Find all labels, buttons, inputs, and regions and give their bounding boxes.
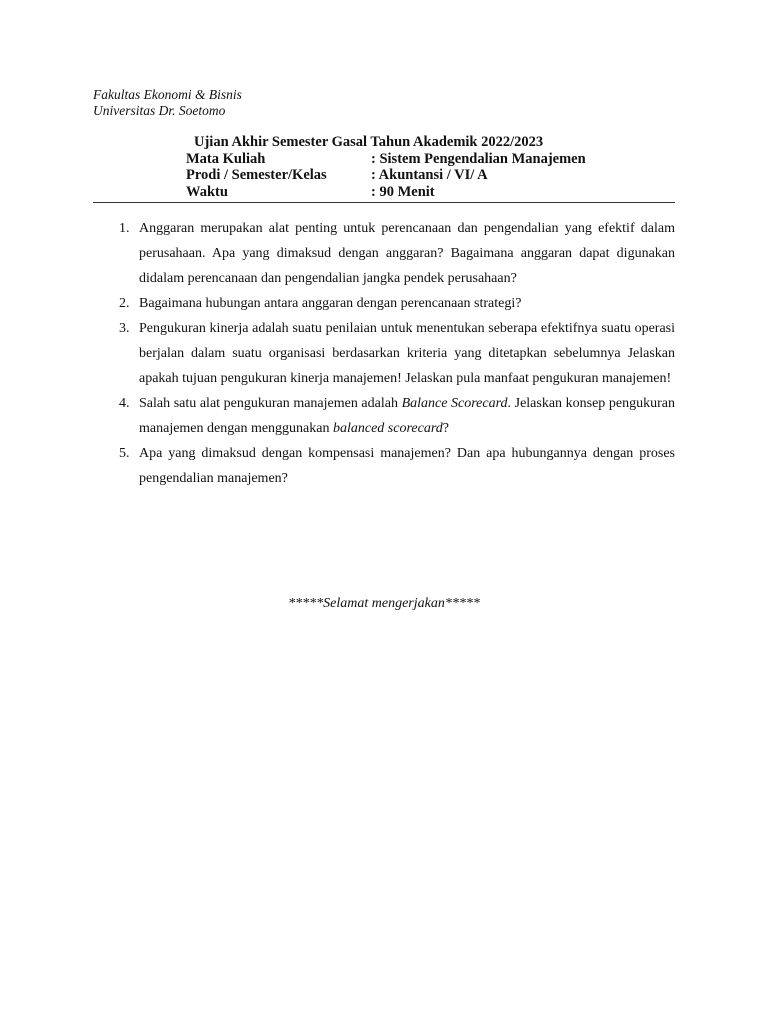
question-text (139, 391, 675, 441)
question-number: 5. (119, 446, 130, 461)
question-text (139, 316, 675, 391)
question-text-segment: ? (442, 421, 449, 436)
info-row-program (186, 167, 686, 184)
question-text-segment: . Jelaskan konsep pengukuran manajemen dengan menggunakan (139, 396, 675, 436)
closing-message: *****Selamat mengerjakan***** (288, 596, 480, 611)
question-term: balanced scorecard (332, 421, 443, 436)
info-label: Mata Kuliah (186, 150, 266, 167)
info-value: : Akuntansi / VI/ A (371, 167, 488, 183)
info-row-time (186, 184, 686, 201)
university-name: Universitas Dr. Soetomo (93, 103, 226, 118)
question-text (139, 441, 675, 491)
institution-header (93, 87, 242, 119)
question-text-segment: Anggaran merupakan alat penting untuk perencanaan dan pengendalian yang efektif dalam perusahaan. Apa yang dimaksud dengan anggaran? Bagaimana anggaran dapat digunakan didalam perencanaan dan pengendalian jangka pendek perusahaan? (139, 221, 675, 286)
question-item (93, 316, 675, 391)
exam-info (186, 134, 686, 200)
info-label: Waktu (186, 183, 228, 200)
question-list (93, 216, 675, 491)
question-item (93, 391, 675, 441)
info-value: : 90 Menit (371, 183, 435, 200)
question-text (139, 216, 675, 291)
info-value: : Sistem Pengendalian Manajemen (371, 150, 586, 167)
question-item (93, 441, 675, 491)
header-divider (93, 202, 675, 203)
faculty-name: Fakultas Ekonomi & Bisnis (93, 87, 242, 102)
question-term: Balance Scorecard (401, 396, 508, 411)
info-label: Prodi / Semester/Kelas (186, 167, 327, 183)
info-row-course (186, 151, 686, 168)
question-number: 1. (119, 221, 130, 236)
question-item (93, 291, 675, 316)
question-item (93, 216, 675, 291)
question-number: 3. (119, 321, 130, 336)
question-text-segment: Pengukuran kinerja adalah suatu penilaian untuk menentukan seberapa efektifnya suatu operasi berjalan dalam suatu organisasi berdasarkan kriteria yang ditetapkan sebelumnya Jelaskan apakah tujuan pengukuran kinerja manajemen! Jelaskan pula manfaat pengukuran manajemen! (139, 321, 675, 386)
question-text-segment: Bagaimana hubungan antara anggaran dengan perencanaan strategi? (139, 296, 522, 311)
question-number: 2. (119, 296, 130, 311)
question-text-segment: Salah satu alat pengukuran manajemen adalah (139, 396, 402, 411)
question-number: 4. (119, 396, 130, 411)
question-text-segment: Apa yang dimaksud dengan kompensasi manajemen? Dan apa hubungannya dengan proses pengendalian manajemen? (139, 446, 675, 486)
question-text (139, 291, 675, 316)
exam-title: Ujian Akhir Semester Gasal Tahun Akademik 2022/2023 (194, 134, 544, 150)
